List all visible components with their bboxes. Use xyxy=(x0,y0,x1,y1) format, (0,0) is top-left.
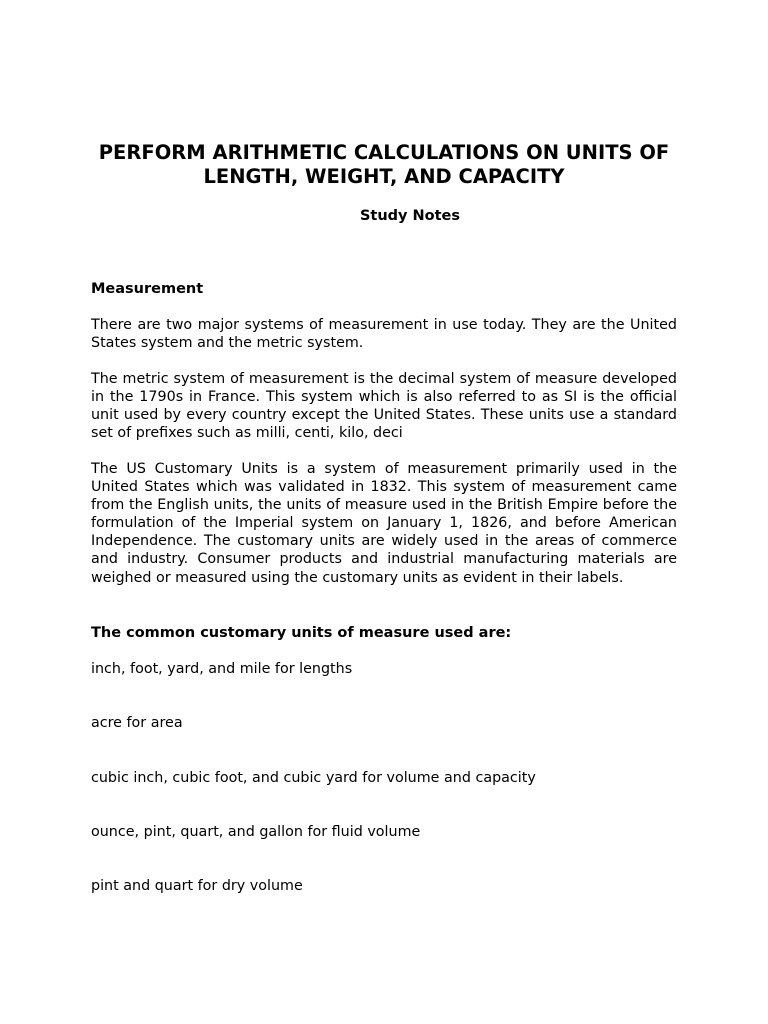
section-heading: Measurement xyxy=(91,281,204,297)
list-item-dry-volume: pint and quart for dry volume xyxy=(91,878,303,894)
list-item-volume-capacity: cubic inch, cubic foot, and cubic yard for volume and capacity xyxy=(91,770,536,786)
paragraph-3: The US Customary Units is a system of measurement primarily used in the United States which was validated in 1832. This system of measurement came from the English units, the units of measure used in the British Empire before the formulation of the Imperial system on January 1, 1826, and before American Independence. The customary units are widely used in the areas of commerce and industry. Consumer products and industrial manufacturing materials are weighed or measured using the customary units as evident in their labels. xyxy=(91,461,677,586)
document-title: PERFORM ARITHMETIC CALCULATIONS ON UNITS OF LENGTH, WEIGHT, AND CAPACITY xyxy=(98,141,670,188)
list-heading: The common customary units of measure used are: xyxy=(91,625,512,641)
list-item-area: acre for area xyxy=(91,715,183,731)
list-item-fluid-volume: ounce, pint, quart, and gallon for fluid volume xyxy=(91,824,421,840)
paragraph-2: The metric system of measurement is the decimal system of measure developed in the 1790s in France. This system which is also referred to as SI is the official unit used by every country except the United States. These units use a standard set of prefixes such as milli, centi, kilo, deci xyxy=(91,371,677,442)
document-subtitle: Study Notes xyxy=(359,208,461,224)
paragraph-1: There are two major systems of measurement in use today. They are the United States system and the metric system. xyxy=(91,317,677,352)
list-item-lengths: inch, foot, yard, and mile for lengths xyxy=(91,661,353,677)
